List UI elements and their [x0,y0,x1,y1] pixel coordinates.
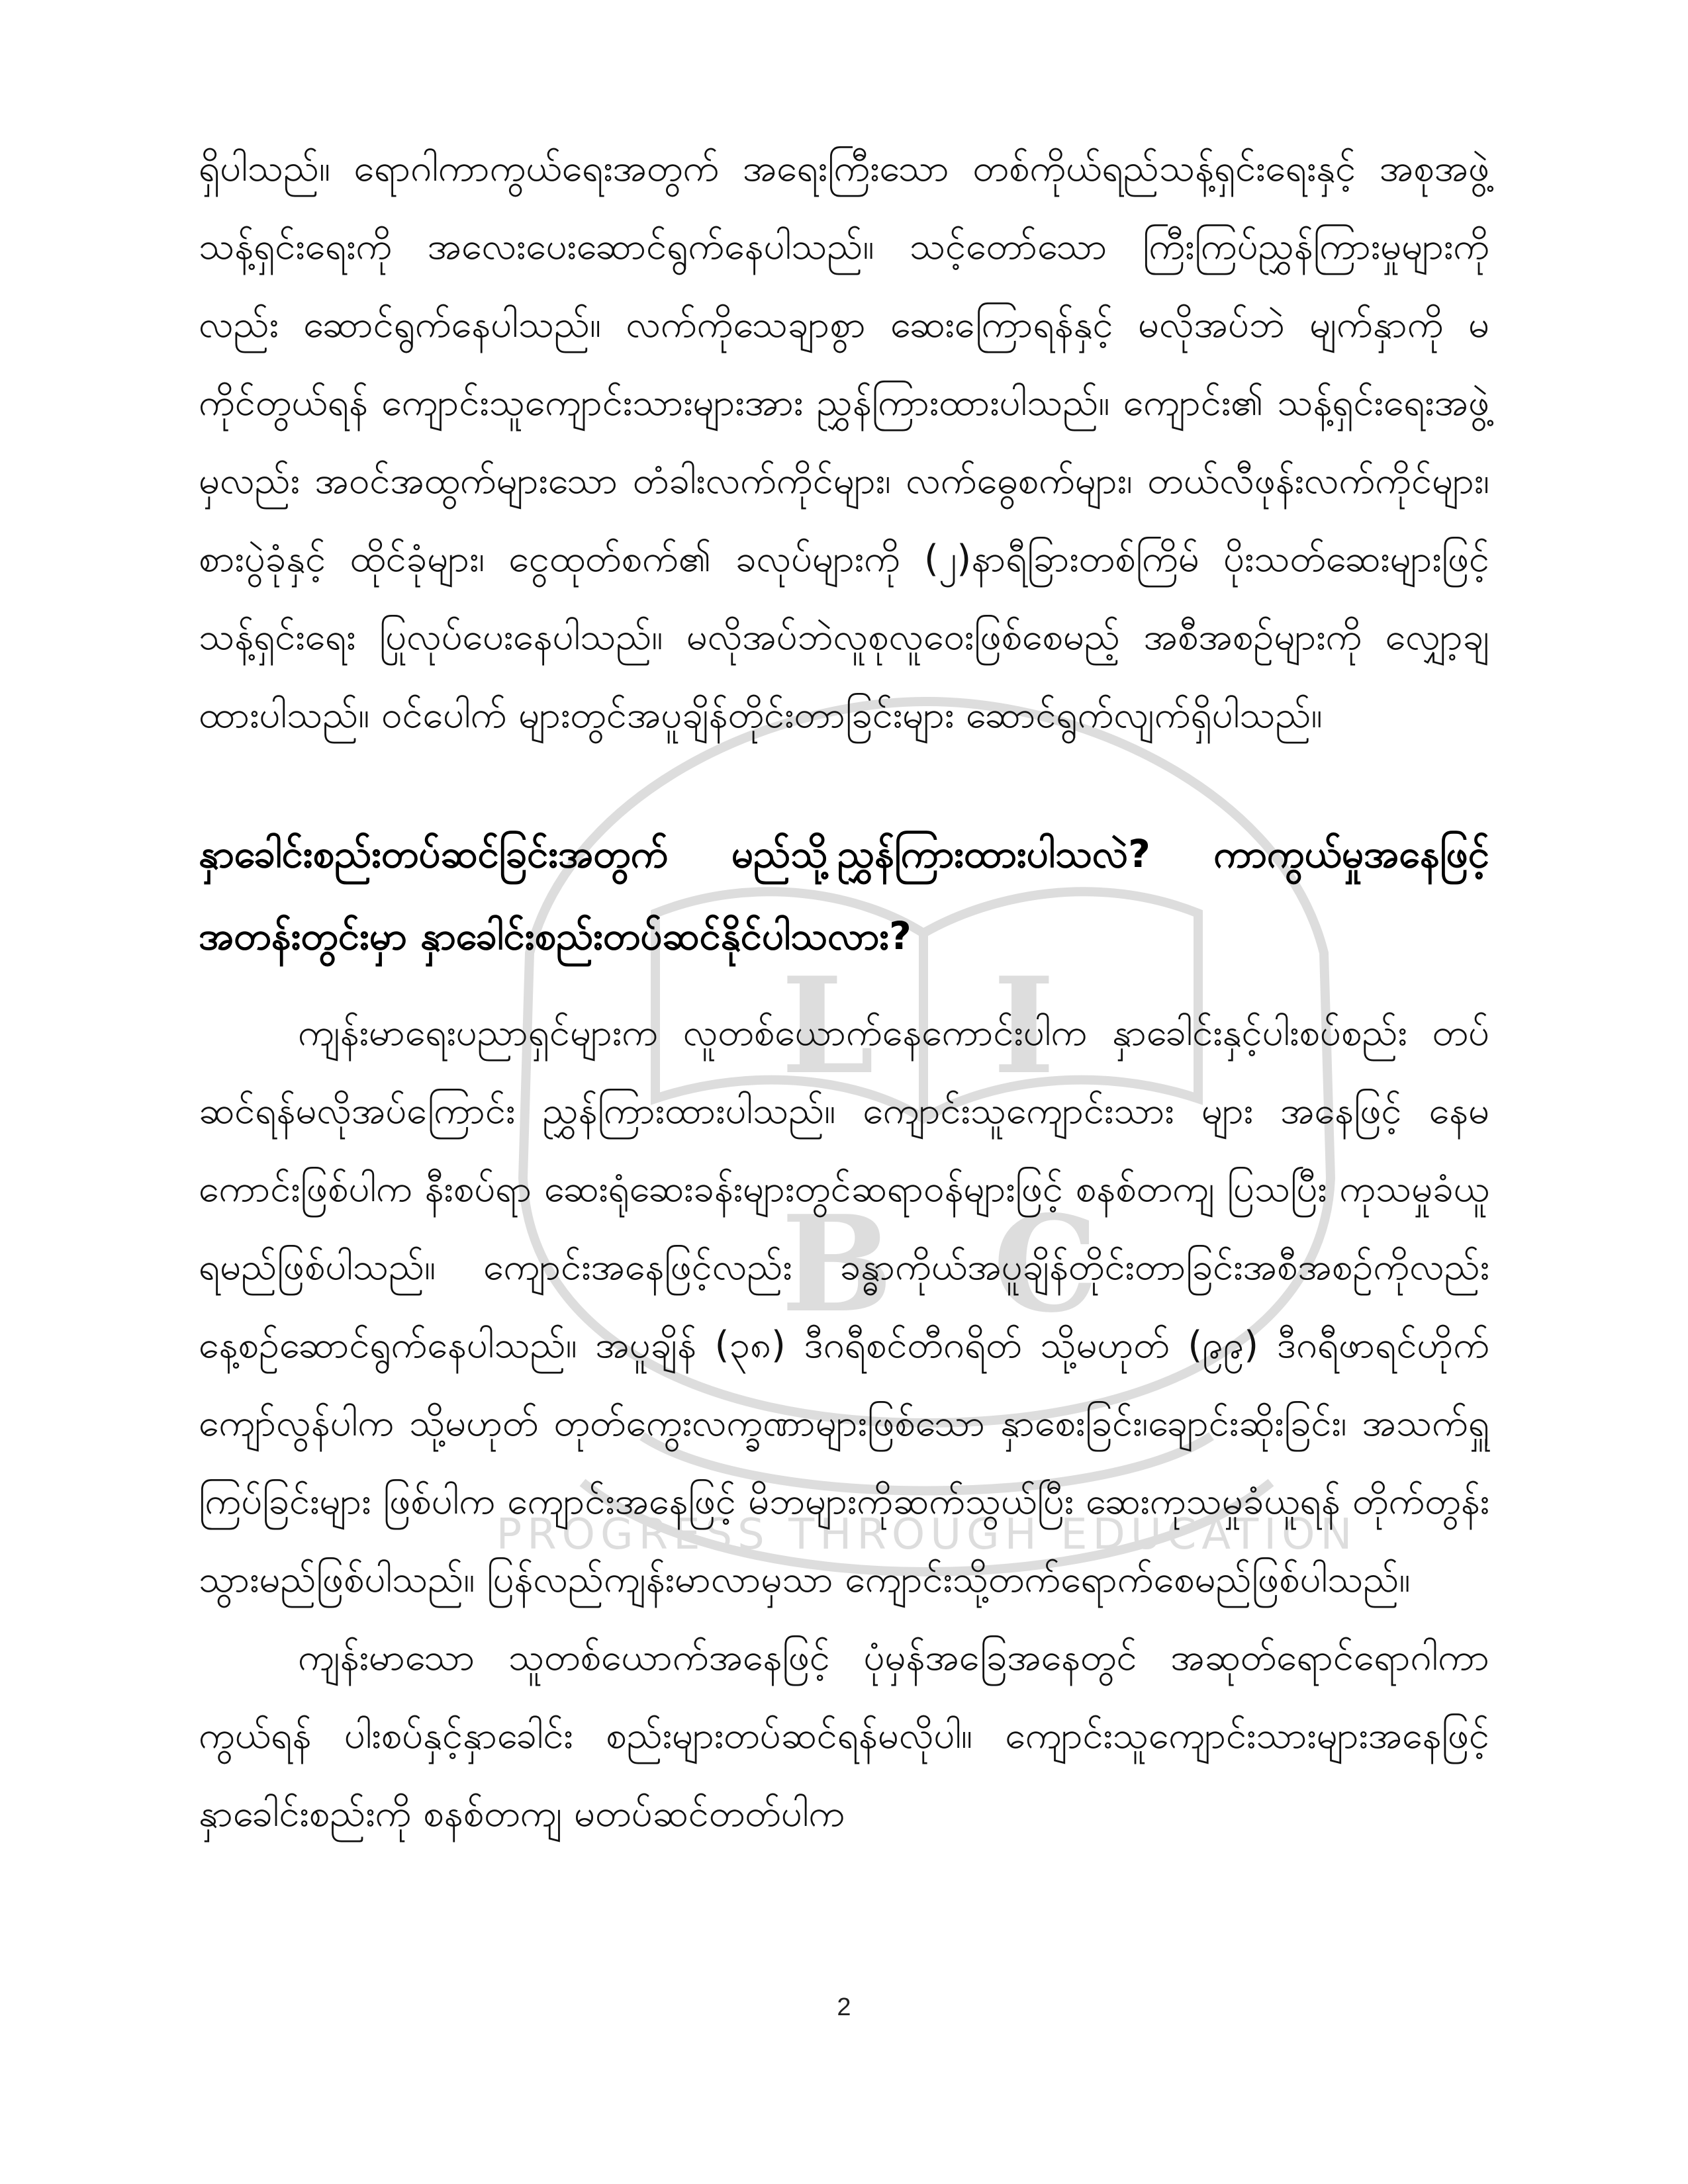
watermark-letter-l: L [781,948,874,1104]
watermark-letter-i: I [993,948,1055,1104]
body-paragraph-3: ကျန်းမာသော သူတစ်ယောက်အနေဖြင့် ပုံမှန်အခြေအနေတွင် အဆုတ်ရောင်ရောဂါကာကွယ်ရန် ပါးစပ်နှင့်နှာခေါင်း စည်းများတပ်ဆင်ရန်မလိုပါ။ ကျောင်းသူကျောင်းသားများအနေဖြင့် နှာခေါင်းစည်းကို စနစ်တကျ မတပ်ဆင်တတ်ပါက [199,1636,1489,1835]
body-paragraph-1: ရှိပါသည်။ ရောဂါကာကွယ်ရေးအတွက် အရေးကြီးသော တစ်ကိုယ်ရည်သန့်ရှင်းရေးနှင့် အစုအဖွဲ့ သန့်ရှင်းရေးကို အလေးပေးဆောင်ရွက်နေပါသည်။ သင့်တော်သော ကြီးကြပ်ညွှန်ကြားမှုများကိုလည်း ဆောင်ရွက်နေပါသည်။ လက်ကိုသေချာစွာ ဆေးကြောရန်နှင့် မလိုအပ်ဘဲ မျက်နှာကို မကိုင်တွယ်ရန် ကျောင်းသူကျောင်းသားများအား ညွှန်ကြားထားပါသည်။ ကျောင်း၏ သန့်ရှင်းရေးအဖွဲ့မှလည်း အဝင်အထွက်များသော တံခါးလက်ကိုင်များ၊ လက်ဓွေစက်များ၊ တယ်လီဖုန်းလက်ကိုင်များ၊ စားပွဲခုံနှင့် ထိုင်ခုံများ၊ ငွေထုတ်စက်၏ ခလုပ်များကို (၂)နာရီခြားတစ်ကြိမ် ပိုးသတ်ဆေးများဖြင့် သန့်ရှင်းရေး ပြုလုပ်ပေးနေပါသည်။ မလိုအပ်ဘဲလူစုလူဝေးဖြစ်စေမည့် အစီအစဉ်များကို လျှော့ချထားပါသည်။ ဝင်ပေါက် များတွင်အပူချိန်တိုင်းတာခြင်းများ ဆောင်ရွက်လျက်ရှိပါသည်။ [199,147,1489,737]
watermark-letter-c: C [993,1187,1099,1342]
section-heading: နှာခေါင်းစည်းတပ်ဆင်ခြင်းအတွက် မည်သို့ညွှန်ကြားထားပါသလဲ? ကာကွယ်မှုအနေဖြင့် အတန်းတွင်းမှာ နှာခေါင်းစည်းတပ်ဆင်နိုင်ပါသလား? [199,831,1489,958]
body-paragraph-2: ကျန်းမာရေးပညာရှင်များက လူတစ်ယောက်နေကောင်းပါက နှာခေါင်းနှင့်ပါးစပ်စည်း တပ်ဆင်ရန်မလိုအပ်ကြောင်း ညွှန်ကြားထားပါသည်။ ကျောင်းသူကျောင်းသား များ အနေဖြင့် နေမကောင်းဖြစ်ပါက နီးစပ်ရာ ဆေးရုံဆေးခန်းများတွင်ဆရာဝန်များဖြင့် စနစ်တကျ ပြသပြီး ကုသမှုခံယူရမည်ဖြစ်ပါသည်။ ကျောင်းအနေဖြင့်လည်း ခန္ဓာကိုယ်အပူချိန်တိုင်းတာခြင်းအစီအစဉ်ကိုလည်း နေ့စဉ်ဆောင်ရွက်နေပါသည်။ အပူချိန် (၃၈) ဒီဂရီစင်တီဂရိတ် သို့မဟုတ် (၉၉) ဒီဂရီဖာရင်ဟိုက်ကျော်လွန်ပါက သို့မဟုတ် တုတ်ကွေးလက္ခဏာများဖြစ်သော နှာစေးခြင်း၊ချောင်းဆိုးခြင်း၊ အသက်ရှူကြပ်ခြင်းများ ဖြစ်ပါက ကျောင်းအနေဖြင့် မိဘများကိုဆက်သွယ်ပြီး ဆေးကုသမှုခံယူရန် တိုက်တွန်းသွားမည်ဖြစ်ပါသည်။ ပြန်လည်ကျန်းမာလာမှသာ ကျောင်းသို့တက်ရောက်စေမည်ဖြစ်ပါသည်။ [199,1011,1489,1601]
watermark-motto: PROGRESS THROUGH EDUCATION [496,1510,1358,1559]
page-number: 2 [837,1993,851,2021]
document-body [199,130,1489,1853]
watermark-letter-b: B [781,1187,894,1342]
